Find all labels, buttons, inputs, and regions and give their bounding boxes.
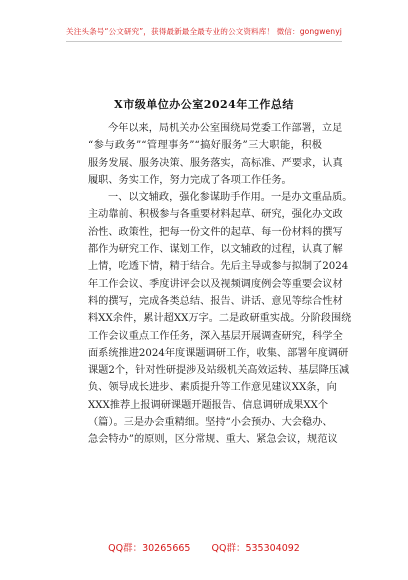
body-line: 课题2个，针对性研提涉及站级机关高效运转、基层降压减	[88, 365, 350, 377]
body-line: 负、领导成长进步、素质提升等工作意见建议XX条，向	[88, 382, 337, 394]
header-divider	[66, 41, 342, 42]
body-line: 年工作会议、季度讲评会以及视频调度例会等重要会议材	[88, 278, 343, 290]
body-line: XXX推荐上报调研课题开题报告、信息调研成果XX个	[88, 399, 329, 411]
body-line: 面系统推进2024年度课题调研工作，收集、部署年度调研	[88, 347, 349, 359]
header-banner: 关注头条号“公文研究”，获得最新最全最专业的公文资料库！ 微信：gongwenyj	[66, 27, 342, 36]
body-line: 服务发展、服务决策、服务落实，高标准、严要求，认真	[88, 157, 343, 169]
body-line: 料XX余件，累计超XX万字。二是政研重实战。分阶段围绕	[88, 313, 352, 325]
body-line: 上情，吃透下情，精于结合。先后主导或参与拟制了2024	[88, 261, 349, 273]
body-line: 工作会议重点工作任务，深入基层开展调查研究，科学全	[88, 330, 343, 342]
body-line: 一、以文辅政，强化参谋助手作用。一是办文重品质。	[108, 192, 353, 204]
body-line: 急会特办”的原则，区分常规、重大、紧急会议，规范议	[88, 434, 338, 446]
body-line: 履职、务实工作，努力完成了各项工作任务。	[88, 174, 292, 186]
body-line: 今年以来，局机关办公室围绕局党委工作部署，立足	[108, 123, 343, 134]
document-title: X市级单位办公室2024年工作总结	[114, 98, 294, 111]
body-line: 料的撰写，完成各类总结、报告、讲话、意见等综合性材	[88, 295, 343, 307]
body-line: （篇）。三是办会重精细。坚持“小会预办、大会稳办、	[88, 417, 333, 429]
body-line: 都作为研究工作、谋划工作，以文辅政的过程，认真了解	[88, 244, 343, 256]
body-line: “参与政务”“管理事务”“搞好服务”三大职能，积极	[88, 140, 322, 152]
body-line: 治性、政策性，把每一份文件的起草、每一份材料的撰写	[88, 226, 343, 238]
footer-qq-group-1: QQ群：30265665	[108, 543, 191, 554]
footer-qq-group-2: QQ群：535304092	[211, 543, 300, 554]
body-line: 主动靠前、积极参与各重要材料起草、研究，强化办文政	[88, 209, 343, 221]
footer-qq-groups	[0, 540, 408, 554]
document-body	[88, 120, 353, 449]
